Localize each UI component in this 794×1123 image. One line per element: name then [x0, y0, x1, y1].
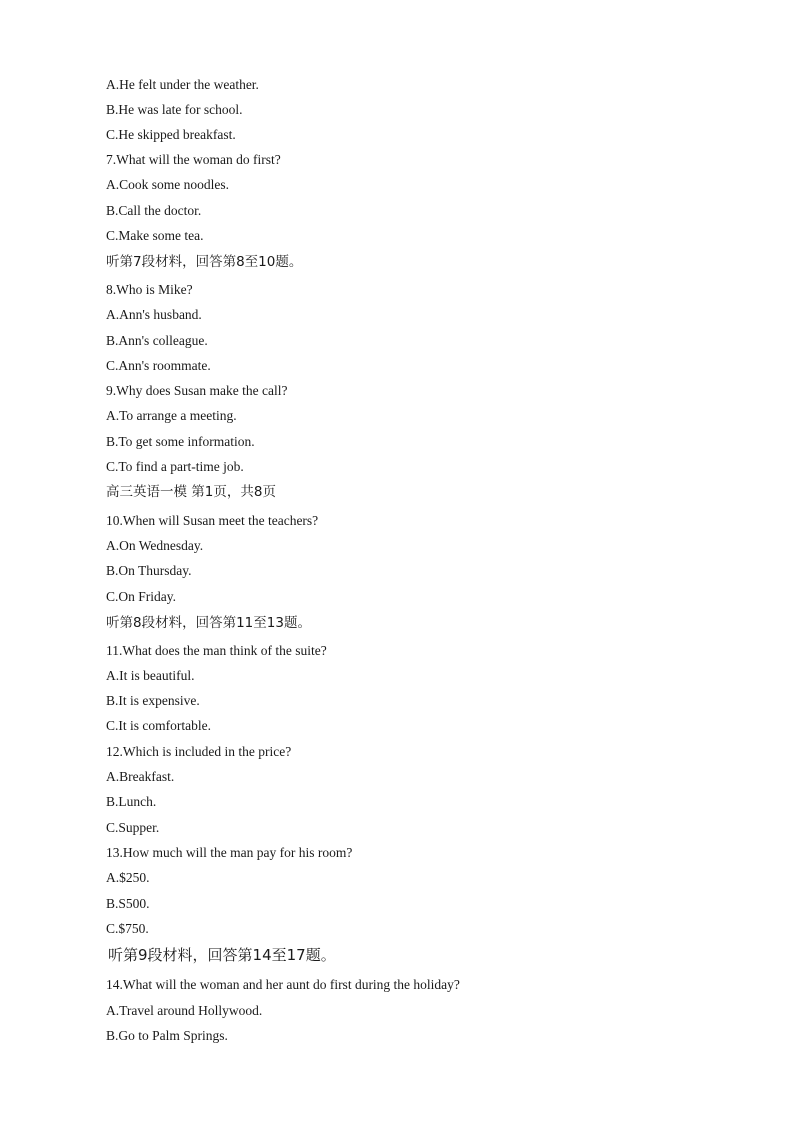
- question-14: 14.What will the woman and her aunt do first during the holiday?: [106, 977, 460, 992]
- option-12c: C.Supper.: [106, 820, 160, 835]
- option-9a: A.To arrange a meeting.: [106, 408, 237, 423]
- option-13c: C.$750.: [106, 921, 149, 936]
- question-10: 10.When will Susan meet the teachers?: [106, 513, 319, 528]
- section-heading-9: 听第9段材料，回答第14至17题。: [108, 946, 336, 964]
- option-7c: C.Make some tea.: [106, 228, 204, 243]
- option-9c: C.To find a part-time job.: [106, 459, 244, 474]
- question-8: 8.Who is Mike?: [106, 282, 193, 297]
- question-7: 7.What will the woman do first?: [106, 152, 281, 167]
- option-10c: C.On Friday.: [106, 589, 176, 604]
- option-8a: A.Ann's husband.: [106, 307, 202, 322]
- option-10b: B.On Thursday.: [106, 563, 192, 578]
- option-8b: B.Ann's colleague.: [106, 333, 208, 348]
- question-11: 11.What does the man think of the suite?: [106, 643, 327, 658]
- option-7a: A.Cook some noodles.: [106, 177, 229, 192]
- option-13b: B.S500.: [106, 896, 150, 911]
- option-12a: A.Breakfast.: [106, 769, 175, 784]
- option-14a: A.Travel around Hollywood.: [106, 1003, 263, 1018]
- option-11b: B.It is expensive.: [106, 693, 200, 708]
- option-6c: C.He skipped breakfast.: [106, 127, 236, 142]
- question-13: 13.How much will the man pay for his room?: [106, 845, 353, 860]
- option-6a: A.He felt under the weather.: [106, 77, 259, 92]
- question-9: 9.Why does Susan make the call?: [106, 383, 288, 398]
- option-11c: C.It is comfortable.: [106, 718, 211, 733]
- question-12: 12.Which is included in the price?: [106, 744, 292, 759]
- option-6b: B.He was late for school.: [106, 102, 243, 117]
- section-heading-7: 听第7段材料，回答第8至10题。: [106, 254, 303, 270]
- option-9b: B.To get some information.: [106, 434, 255, 449]
- page-footer: 高三英语一模 第1页，共8页: [106, 484, 276, 500]
- option-11a: A.It is beautiful.: [106, 668, 195, 683]
- option-8c: C.Ann's roommate.: [106, 358, 211, 373]
- option-14b: B.Go to Palm Springs.: [106, 1028, 228, 1043]
- option-13a: A.$250.: [106, 870, 150, 885]
- option-10a: A.On Wednesday.: [106, 538, 204, 553]
- option-7b: B.Call the doctor.: [106, 203, 202, 218]
- section-heading-8: 听第8段材料，回答第11至13题。: [106, 615, 311, 631]
- option-12b: B.Lunch.: [106, 794, 157, 809]
